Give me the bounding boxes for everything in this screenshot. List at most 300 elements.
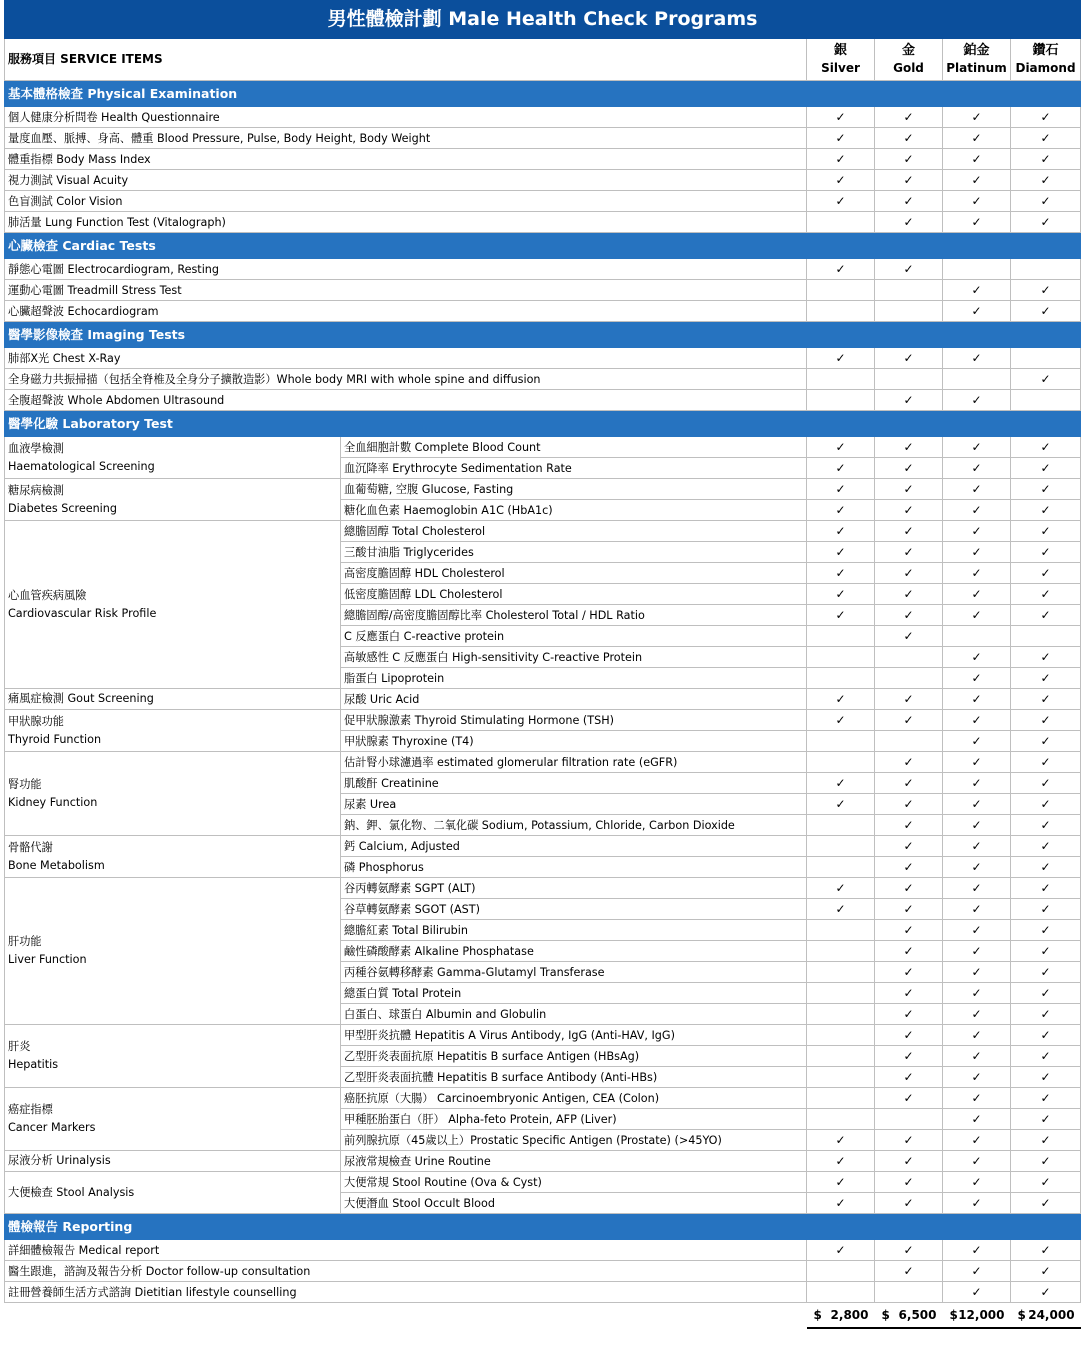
check-cell-gold xyxy=(875,128,943,149)
check-mark-icon: ✓ xyxy=(1040,481,1051,496)
check-cell-silver xyxy=(807,212,875,233)
price-value: 12,000 xyxy=(958,1307,1005,1322)
check-cell-silver xyxy=(807,128,875,149)
test-item-label: 白蛋白、球蛋白 Albumin and Globulin xyxy=(341,1004,807,1025)
check-mark-icon: ✓ xyxy=(971,1111,982,1126)
check-mark-icon: ✓ xyxy=(971,172,982,187)
check-cell-diamond xyxy=(1011,1282,1081,1303)
table-row xyxy=(5,521,1081,542)
group-name-en: Kidney Function xyxy=(8,795,98,809)
check-cell-gold xyxy=(875,1109,943,1130)
table-row xyxy=(5,170,1081,191)
check-mark-icon: ✓ xyxy=(971,691,982,706)
check-cell-gold xyxy=(875,1130,943,1151)
check-mark-icon: ✓ xyxy=(1040,754,1051,769)
plan-header-diamond: 鑽石 Diamond xyxy=(1011,39,1081,81)
check-cell-gold xyxy=(875,1004,943,1025)
price-value: 2,800 xyxy=(830,1307,869,1322)
section-header xyxy=(5,411,1081,437)
check-cell-silver xyxy=(807,794,875,815)
check-mark-icon: ✓ xyxy=(835,1174,846,1189)
check-mark-icon: ✓ xyxy=(903,712,914,727)
check-cell-diamond xyxy=(1011,521,1081,542)
group-name-en: Cardiovascular Risk Profile xyxy=(8,606,157,620)
check-mark-icon: ✓ xyxy=(971,350,982,365)
check-mark-icon: ✓ xyxy=(1040,1090,1051,1105)
check-cell-gold xyxy=(875,542,943,563)
check-cell-silver xyxy=(807,437,875,458)
check-mark-icon: ✓ xyxy=(835,901,846,916)
check-cell-gold xyxy=(875,710,943,731)
table-row xyxy=(5,1025,1081,1046)
check-mark-icon: ✓ xyxy=(835,1195,846,1210)
check-cell-diamond xyxy=(1011,626,1081,647)
check-mark-icon: ✓ xyxy=(903,460,914,475)
table-row xyxy=(5,1151,1081,1172)
check-mark-icon: ✓ xyxy=(1040,172,1051,187)
check-mark-icon: ✓ xyxy=(1040,523,1051,538)
check-mark-icon: ✓ xyxy=(971,964,982,979)
page-title: 男性體檢計劃 Male Health Check Programs xyxy=(5,1,1081,39)
check-mark-icon: ✓ xyxy=(971,1090,982,1105)
group-name-en: Thyroid Function xyxy=(8,732,102,746)
check-mark-icon: ✓ xyxy=(835,544,846,559)
check-cell-diamond xyxy=(1011,1004,1081,1025)
check-cell-platinum xyxy=(943,1151,1011,1172)
check-cell-diamond xyxy=(1011,390,1081,411)
test-item-label: 大便潛血 Stool Occult Blood xyxy=(341,1193,807,1214)
check-mark-icon: ✓ xyxy=(903,1195,914,1210)
check-cell-silver xyxy=(807,390,875,411)
check-mark-icon: ✓ xyxy=(1040,303,1051,318)
check-cell-diamond xyxy=(1011,1172,1081,1193)
check-mark-icon: ✓ xyxy=(1040,670,1051,685)
check-cell-platinum xyxy=(943,941,1011,962)
service-item-label: 心臟超聲波 Echocardiogram xyxy=(5,301,807,322)
check-mark-icon: ✓ xyxy=(903,922,914,937)
table-row xyxy=(5,128,1081,149)
section-header xyxy=(5,81,1081,107)
check-cell-diamond xyxy=(1011,1109,1081,1130)
check-mark-icon: ✓ xyxy=(1040,371,1051,386)
check-cell-platinum xyxy=(943,212,1011,233)
test-item-label: 大便常規 Stool Routine (Ova & Cyst) xyxy=(341,1172,807,1193)
check-mark-icon: ✓ xyxy=(903,565,914,580)
check-mark-icon: ✓ xyxy=(903,1242,914,1257)
check-cell-platinum xyxy=(943,878,1011,899)
check-cell-gold xyxy=(875,1046,943,1067)
check-mark-icon: ✓ xyxy=(903,628,914,643)
check-cell-diamond xyxy=(1011,773,1081,794)
check-mark-icon: ✓ xyxy=(971,859,982,874)
check-mark-icon: ✓ xyxy=(903,586,914,601)
test-item-label: 谷草轉氨酵素 SGOT (AST) xyxy=(341,899,807,920)
check-cell-silver xyxy=(807,1240,875,1261)
check-cell-platinum xyxy=(943,731,1011,752)
check-cell-diamond xyxy=(1011,668,1081,689)
check-cell-silver xyxy=(807,280,875,301)
table-row xyxy=(5,1261,1081,1282)
check-cell-diamond xyxy=(1011,301,1081,322)
check-cell-diamond xyxy=(1011,962,1081,983)
check-mark-icon: ✓ xyxy=(903,109,914,124)
check-mark-icon: ✓ xyxy=(971,838,982,853)
service-item-label: 全身磁力共振掃描（包括全脊椎及全身分子擴散造影）Whole body MRI with whole spine and diffusion xyxy=(5,369,807,390)
check-mark-icon: ✓ xyxy=(971,649,982,664)
check-mark-icon: ✓ xyxy=(971,712,982,727)
check-mark-icon: ✓ xyxy=(903,193,914,208)
check-mark-icon: ✓ xyxy=(1040,1048,1051,1063)
check-mark-icon: ✓ xyxy=(903,754,914,769)
check-mark-icon: ✓ xyxy=(903,964,914,979)
check-mark-icon: ✓ xyxy=(971,460,982,475)
check-cell-diamond xyxy=(1011,1046,1081,1067)
check-cell-gold xyxy=(875,369,943,390)
check-mark-icon: ✓ xyxy=(1040,151,1051,166)
table-row xyxy=(5,710,1081,731)
check-cell-gold xyxy=(875,259,943,280)
check-mark-icon: ✓ xyxy=(1040,712,1051,727)
check-cell-platinum xyxy=(943,1067,1011,1088)
check-cell-diamond xyxy=(1011,563,1081,584)
check-cell-gold xyxy=(875,878,943,899)
check-mark-icon: ✓ xyxy=(903,775,914,790)
table-row xyxy=(5,191,1081,212)
check-cell-platinum xyxy=(943,1172,1011,1193)
check-cell-gold xyxy=(875,1282,943,1303)
check-cell-platinum xyxy=(943,521,1011,542)
check-cell-gold xyxy=(875,149,943,170)
check-cell-platinum xyxy=(943,647,1011,668)
check-mark-icon: ✓ xyxy=(903,1132,914,1147)
group-name-zh: 肝功能 xyxy=(8,935,42,948)
check-mark-icon: ✓ xyxy=(1040,691,1051,706)
check-cell-silver xyxy=(807,479,875,500)
check-mark-icon: ✓ xyxy=(971,922,982,937)
check-cell-gold xyxy=(875,1025,943,1046)
check-mark-icon: ✓ xyxy=(835,607,846,622)
check-mark-icon: ✓ xyxy=(903,481,914,496)
price-platinum xyxy=(943,1303,1011,1329)
check-mark-icon: ✓ xyxy=(1040,649,1051,664)
check-cell-platinum xyxy=(943,500,1011,521)
check-mark-icon: ✓ xyxy=(1040,1027,1051,1042)
check-mark-icon: ✓ xyxy=(971,439,982,454)
check-cell-diamond xyxy=(1011,1130,1081,1151)
check-cell-gold xyxy=(875,941,943,962)
service-item-label: 色盲測試 Color Vision xyxy=(5,191,807,212)
test-group-label xyxy=(5,1025,341,1088)
check-cell-gold xyxy=(875,605,943,626)
check-mark-icon: ✓ xyxy=(971,901,982,916)
check-cell-silver xyxy=(807,857,875,878)
check-cell-diamond xyxy=(1011,752,1081,773)
test-item-label: 鈉、鉀、氯化物、二氧化碳 Sodium, Potassium, Chloride, Carbon Dioxide xyxy=(341,815,807,836)
check-cell-gold xyxy=(875,983,943,1004)
check-mark-icon: ✓ xyxy=(1040,796,1051,811)
check-mark-icon: ✓ xyxy=(1040,838,1051,853)
check-mark-icon: ✓ xyxy=(835,586,846,601)
check-cell-diamond xyxy=(1011,369,1081,390)
check-mark-icon: ✓ xyxy=(835,880,846,895)
check-mark-icon: ✓ xyxy=(1040,901,1051,916)
group-name-zh: 痛風症檢測 Gout Screening xyxy=(8,692,154,705)
test-group-label xyxy=(5,752,341,836)
check-cell-platinum xyxy=(943,1282,1011,1303)
table-row xyxy=(5,878,1081,899)
check-cell-platinum xyxy=(943,794,1011,815)
check-mark-icon: ✓ xyxy=(835,712,846,727)
check-mark-icon: ✓ xyxy=(835,109,846,124)
check-cell-silver xyxy=(807,710,875,731)
check-mark-icon: ✓ xyxy=(971,481,982,496)
service-item-label: 視力測試 Visual Acuity xyxy=(5,170,807,191)
check-cell-platinum xyxy=(943,710,1011,731)
price-value: 24,000 xyxy=(1028,1307,1075,1322)
test-item-label: 總膽固醇 Total Cholesterol xyxy=(341,521,807,542)
check-mark-icon: ✓ xyxy=(971,193,982,208)
check-mark-icon: ✓ xyxy=(971,523,982,538)
check-mark-icon: ✓ xyxy=(971,544,982,559)
check-cell-diamond xyxy=(1011,458,1081,479)
check-mark-icon: ✓ xyxy=(1040,460,1051,475)
title-row xyxy=(5,1,1081,39)
check-cell-diamond xyxy=(1011,1088,1081,1109)
check-mark-icon: ✓ xyxy=(971,303,982,318)
check-cell-diamond xyxy=(1011,149,1081,170)
check-cell-gold xyxy=(875,752,943,773)
check-mark-icon: ✓ xyxy=(1040,1132,1051,1147)
check-mark-icon: ✓ xyxy=(971,109,982,124)
section-title: 醫學影像檢查 Imaging Tests xyxy=(5,322,1081,348)
section-title: 體檢報告 Reporting xyxy=(5,1214,1081,1240)
service-item-label: 醫生跟進，諮詢及報告分析 Doctor follow-up consultation xyxy=(5,1261,807,1282)
check-mark-icon: ✓ xyxy=(1040,733,1051,748)
test-item-label: 甲狀腺素 Thyroxine (T4) xyxy=(341,731,807,752)
check-cell-gold xyxy=(875,1261,943,1282)
check-mark-icon: ✓ xyxy=(903,943,914,958)
check-cell-diamond xyxy=(1011,128,1081,149)
check-mark-icon: ✓ xyxy=(971,214,982,229)
check-mark-icon: ✓ xyxy=(835,775,846,790)
check-mark-icon: ✓ xyxy=(903,1153,914,1168)
check-cell-gold xyxy=(875,1172,943,1193)
check-cell-platinum xyxy=(943,1046,1011,1067)
table-row xyxy=(5,836,1081,857)
check-cell-gold xyxy=(875,500,943,521)
check-cell-diamond xyxy=(1011,983,1081,1004)
check-cell-gold xyxy=(875,1151,943,1172)
check-cell-diamond xyxy=(1011,815,1081,836)
check-mark-icon: ✓ xyxy=(903,172,914,187)
check-cell-diamond xyxy=(1011,348,1081,369)
check-cell-diamond xyxy=(1011,500,1081,521)
check-cell-gold xyxy=(875,170,943,191)
check-mark-icon: ✓ xyxy=(971,817,982,832)
price-diamond xyxy=(1011,1303,1081,1329)
price-value: 6,500 xyxy=(898,1307,937,1322)
check-mark-icon: ✓ xyxy=(835,193,846,208)
check-mark-icon: ✓ xyxy=(835,439,846,454)
check-cell-diamond xyxy=(1011,542,1081,563)
test-item-label: 尿酸 Uric Acid xyxy=(341,689,807,710)
test-item-label: 前列腺抗原（45歲以上）Prostatic Specific Antigen (Prostate) (>45YO) xyxy=(341,1130,807,1151)
check-cell-platinum xyxy=(943,479,1011,500)
check-cell-silver xyxy=(807,668,875,689)
check-cell-platinum xyxy=(943,128,1011,149)
check-cell-gold xyxy=(875,521,943,542)
group-name-zh: 糖尿病檢測 xyxy=(8,483,64,497)
section-header xyxy=(5,322,1081,348)
section-title: 醫學化驗 Laboratory Test xyxy=(5,411,1081,437)
check-cell-platinum xyxy=(943,962,1011,983)
check-mark-icon: ✓ xyxy=(971,1284,982,1299)
test-item-label: 脂蛋白 Lipoprotein xyxy=(341,668,807,689)
check-cell-platinum xyxy=(943,437,1011,458)
check-cell-platinum xyxy=(943,815,1011,836)
check-cell-platinum xyxy=(943,191,1011,212)
price-silver xyxy=(807,1303,875,1329)
check-cell-diamond xyxy=(1011,1151,1081,1172)
check-cell-silver xyxy=(807,1046,875,1067)
check-cell-silver xyxy=(807,1261,875,1282)
check-cell-gold xyxy=(875,899,943,920)
test-item-label: 估計腎小球濾過率 estimated glomerular filtration rate (eGFR) xyxy=(341,752,807,773)
check-cell-platinum xyxy=(943,668,1011,689)
check-mark-icon: ✓ xyxy=(903,607,914,622)
check-cell-platinum xyxy=(943,584,1011,605)
group-name-zh: 骨骼代謝 xyxy=(8,840,53,854)
check-mark-icon: ✓ xyxy=(971,586,982,601)
test-item-label: 總蛋白質 Total Protein xyxy=(341,983,807,1004)
check-cell-silver xyxy=(807,605,875,626)
test-group-label xyxy=(5,479,341,521)
service-item-label: 運動心電圖 Treadmill Stress Test xyxy=(5,280,807,301)
group-name-zh: 血液學檢測 xyxy=(8,441,64,455)
service-item-label: 肺活量 Lung Function Test (Vitalograph) xyxy=(5,212,807,233)
check-cell-gold xyxy=(875,1193,943,1214)
check-cell-silver xyxy=(807,500,875,521)
check-cell-diamond xyxy=(1011,1025,1081,1046)
test-item-label: 糖化血色素 Haemoglobin A1C (HbA1c) xyxy=(341,500,807,521)
check-mark-icon: ✓ xyxy=(1040,1284,1051,1299)
service-item-label: 詳細體檢報告 Medical report xyxy=(5,1240,807,1261)
check-mark-icon: ✓ xyxy=(971,775,982,790)
test-group-label xyxy=(5,689,341,710)
check-mark-icon: ✓ xyxy=(903,1069,914,1084)
service-item-label: 量度血壓、脈搏、身高、體重 Blood Pressure, Pulse, Body Height, Body Weight xyxy=(5,128,807,149)
test-item-label: 全血細胞計數 Complete Blood Count xyxy=(341,437,807,458)
check-cell-gold xyxy=(875,437,943,458)
table-row xyxy=(5,301,1081,322)
check-mark-icon: ✓ xyxy=(971,1132,982,1147)
check-mark-icon: ✓ xyxy=(1040,1263,1051,1278)
test-group-label xyxy=(5,878,341,1025)
check-cell-platinum xyxy=(943,458,1011,479)
check-cell-diamond xyxy=(1011,605,1081,626)
check-mark-icon: ✓ xyxy=(835,1242,846,1257)
check-cell-gold xyxy=(875,794,943,815)
check-cell-silver xyxy=(807,962,875,983)
check-cell-silver xyxy=(807,689,875,710)
table-row xyxy=(5,369,1081,390)
test-item-label: 低密度膽固醇 LDL Cholesterol xyxy=(341,584,807,605)
check-cell-gold xyxy=(875,920,943,941)
check-mark-icon: ✓ xyxy=(903,901,914,916)
check-mark-icon: ✓ xyxy=(903,261,914,276)
check-mark-icon: ✓ xyxy=(835,151,846,166)
check-cell-diamond xyxy=(1011,437,1081,458)
check-mark-icon: ✓ xyxy=(971,754,982,769)
group-name-en: Bone Metabolism xyxy=(8,858,105,872)
check-mark-icon: ✓ xyxy=(1040,1069,1051,1084)
check-mark-icon: ✓ xyxy=(971,796,982,811)
check-mark-icon: ✓ xyxy=(971,943,982,958)
health-check-document xyxy=(4,0,1080,1329)
currency-symbol: $ xyxy=(1017,1307,1026,1322)
check-mark-icon: ✓ xyxy=(971,1006,982,1021)
check-mark-icon: ✓ xyxy=(971,880,982,895)
test-item-label: 乙型肝炎表面抗體 Hepatitis B surface Antibody (Anti-HBs) xyxy=(341,1067,807,1088)
check-cell-diamond xyxy=(1011,584,1081,605)
check-mark-icon: ✓ xyxy=(1040,964,1051,979)
check-cell-gold xyxy=(875,1088,943,1109)
test-item-label: 甲種胚胎蛋白（肝） Alpha-feto Protein, AFP (Liver) xyxy=(341,1109,807,1130)
check-mark-icon: ✓ xyxy=(971,1048,982,1063)
check-cell-diamond xyxy=(1011,1067,1081,1088)
check-mark-icon: ✓ xyxy=(903,1048,914,1063)
check-cell-gold xyxy=(875,458,943,479)
check-cell-gold xyxy=(875,647,943,668)
check-cell-diamond xyxy=(1011,170,1081,191)
check-cell-platinum xyxy=(943,836,1011,857)
check-cell-silver xyxy=(807,899,875,920)
check-cell-platinum xyxy=(943,1130,1011,1151)
test-item-label: 鈣 Calcium, Adjusted xyxy=(341,836,807,857)
check-cell-gold xyxy=(875,1240,943,1261)
group-name-en: Hepatitis xyxy=(8,1058,59,1071)
check-mark-icon: ✓ xyxy=(1040,817,1051,832)
check-mark-icon: ✓ xyxy=(903,838,914,853)
check-mark-icon: ✓ xyxy=(903,1174,914,1189)
check-mark-icon: ✓ xyxy=(835,1153,846,1168)
check-mark-icon: ✓ xyxy=(1040,985,1051,1000)
check-cell-platinum xyxy=(943,1261,1011,1282)
check-cell-platinum xyxy=(943,899,1011,920)
check-mark-icon: ✓ xyxy=(835,130,846,145)
check-mark-icon: ✓ xyxy=(1040,1242,1051,1257)
check-mark-icon: ✓ xyxy=(971,1242,982,1257)
check-mark-icon: ✓ xyxy=(1040,586,1051,601)
check-cell-platinum xyxy=(943,605,1011,626)
check-cell-diamond xyxy=(1011,479,1081,500)
check-cell-silver xyxy=(807,1025,875,1046)
section-title: 基本體格檢查 Physical Examination xyxy=(5,81,1081,107)
table-row xyxy=(5,437,1081,458)
check-mark-icon: ✓ xyxy=(903,796,914,811)
check-cell-diamond xyxy=(1011,794,1081,815)
check-cell-silver xyxy=(807,1130,875,1151)
test-item-label: C 反應蛋白 C-reactive protein xyxy=(341,626,807,647)
check-cell-gold xyxy=(875,479,943,500)
table-row xyxy=(5,348,1081,369)
check-mark-icon: ✓ xyxy=(971,733,982,748)
check-cell-platinum xyxy=(943,369,1011,390)
check-mark-icon: ✓ xyxy=(903,214,914,229)
check-cell-diamond xyxy=(1011,107,1081,128)
check-cell-silver xyxy=(807,983,875,1004)
check-cell-silver xyxy=(807,626,875,647)
